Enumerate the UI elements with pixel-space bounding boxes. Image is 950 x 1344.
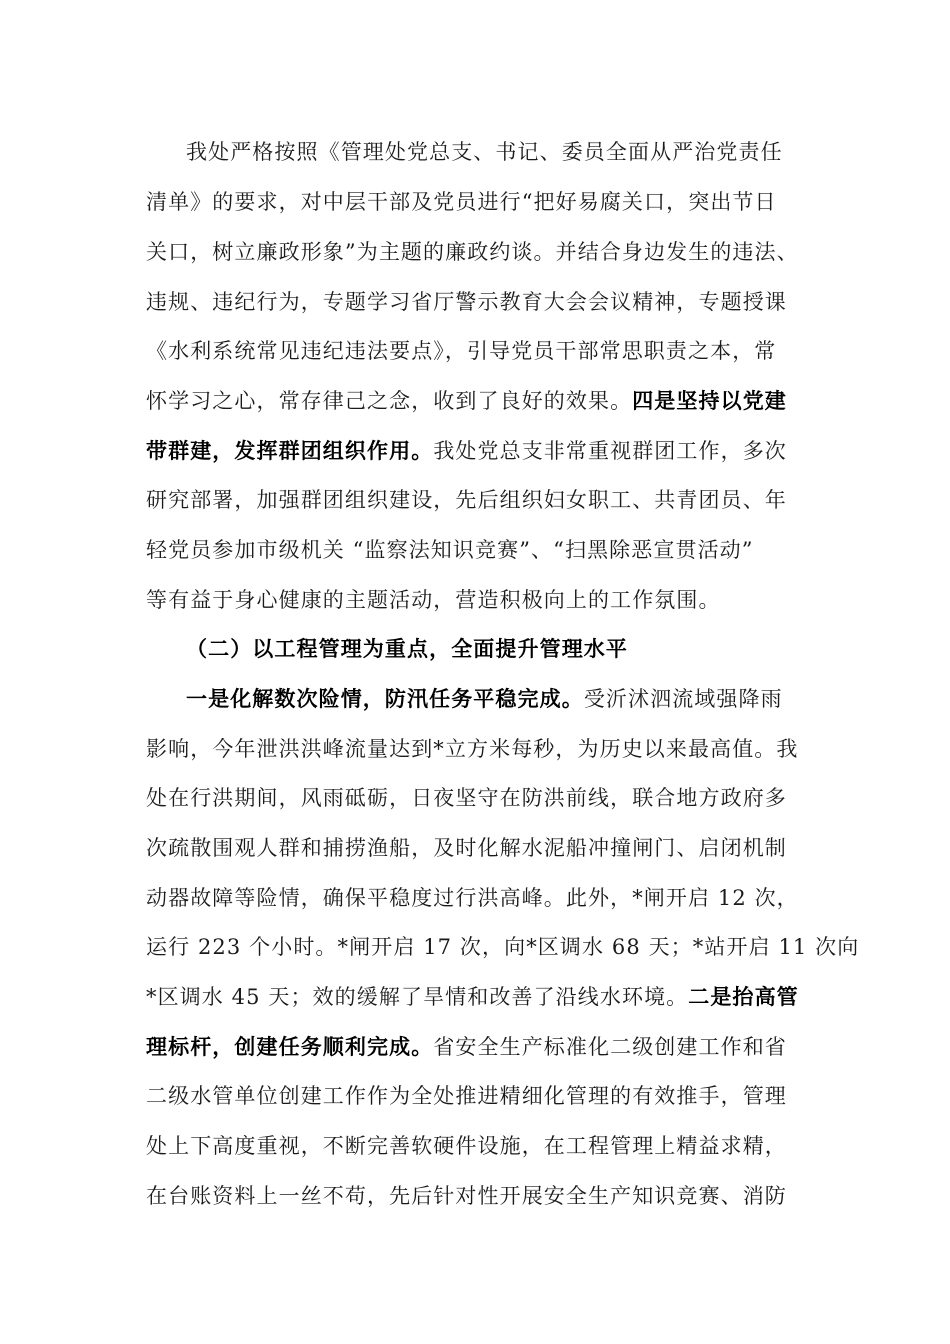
text-line: 怀学习之心，常存律己之念，收到了良好的效果。四是坚持以党建 — [146, 388, 787, 413]
text-line: 在台账资料上一丝不苟，先后针对性开展安全生产知识竞赛、消防 — [146, 1184, 787, 1208]
bold-heading-text: 二是抬高管 — [688, 984, 799, 1009]
text-line: *区调水 45 天；效的缓解了旱情和改善了沿线水环境。二是抬高管 — [146, 984, 799, 1009]
bold-heading-text: 一是化解数次险情，防汛任务平稳完成。 — [186, 686, 584, 711]
text-line: 研究部署，加强群团组织建设，先后组织妇女职工、共青团员、年 — [146, 488, 787, 512]
text-line: 《水利系统常见违纪违法要点》，引导党员干部常思职责之本，常 — [146, 339, 777, 363]
section-heading: （二）以工程管理为重点，全面提升管理水平 — [186, 636, 628, 661]
text-line: 一是化解数次险情，防汛任务平稳完成。受沂沭泗流域强降雨 — [186, 686, 783, 711]
text-line: 清单》的要求，对中层干部及党员进行“把好易腐关口，突出节日 — [146, 190, 777, 214]
text-line: 理标杆，创建任务顺利完成。省安全生产标准化二级创建工作和省 — [146, 1034, 787, 1059]
text-line: 动器故障等险情，确保平稳度过行洪高峰。此外，*闸开启 12 次， — [146, 886, 799, 910]
text-line: 我处严格按照《管理处党总支、书记、委员全面从严治党责任 — [186, 140, 783, 164]
text-line: 关口，树立廉政形象”为主题的廉政约谈。并结合身边发生的违法、 — [146, 240, 799, 264]
text-line: 处在行洪期间，风雨砥砺，日夜坚守在防洪前线，联合地方政府多 — [146, 786, 787, 810]
text-line: 带群建，发挥群团组织作用。我处党总支非常重视群团工作，多次 — [146, 438, 787, 463]
text-line: 影响，今年泄洪洪峰流量达到*立方米每秒，为历史以来最高值。我 — [146, 737, 799, 761]
bold-heading-text: 理标杆，创建任务顺利完成。 — [146, 1034, 434, 1059]
text-line: 违规、违纪行为，专题学习省厅警示教育大会会议精神，专题授课 — [146, 290, 787, 314]
text-line: 运行 223 个小时。*闸开启 17 次，向*区调水 68 天；*站开启 11 次向 — [146, 935, 860, 959]
bold-heading-text: 带群建，发挥群团组织作用。 — [146, 438, 434, 463]
text-line: 二级水管单位创建工作作为全处推进精细化管理的有效推手，管理 — [146, 1084, 787, 1108]
text-line: 等有益于身心健康的主题活动，营造积极向上的工作氛围。 — [146, 588, 721, 612]
text-line: 轻党员参加市级机关 “监察法知识竞赛”、“扫黑除恶宣贯活动” — [146, 538, 754, 562]
bold-heading-text: 四是坚持以党建 — [632, 388, 787, 413]
text-line: 处上下高度重视，不断完善软硬件设施，在工程管理上精益求精， — [146, 1134, 787, 1158]
text-line: 次疏散围观人群和捕捞渔船，及时化解水泥船冲撞闸门、启闭机制 — [146, 836, 787, 860]
